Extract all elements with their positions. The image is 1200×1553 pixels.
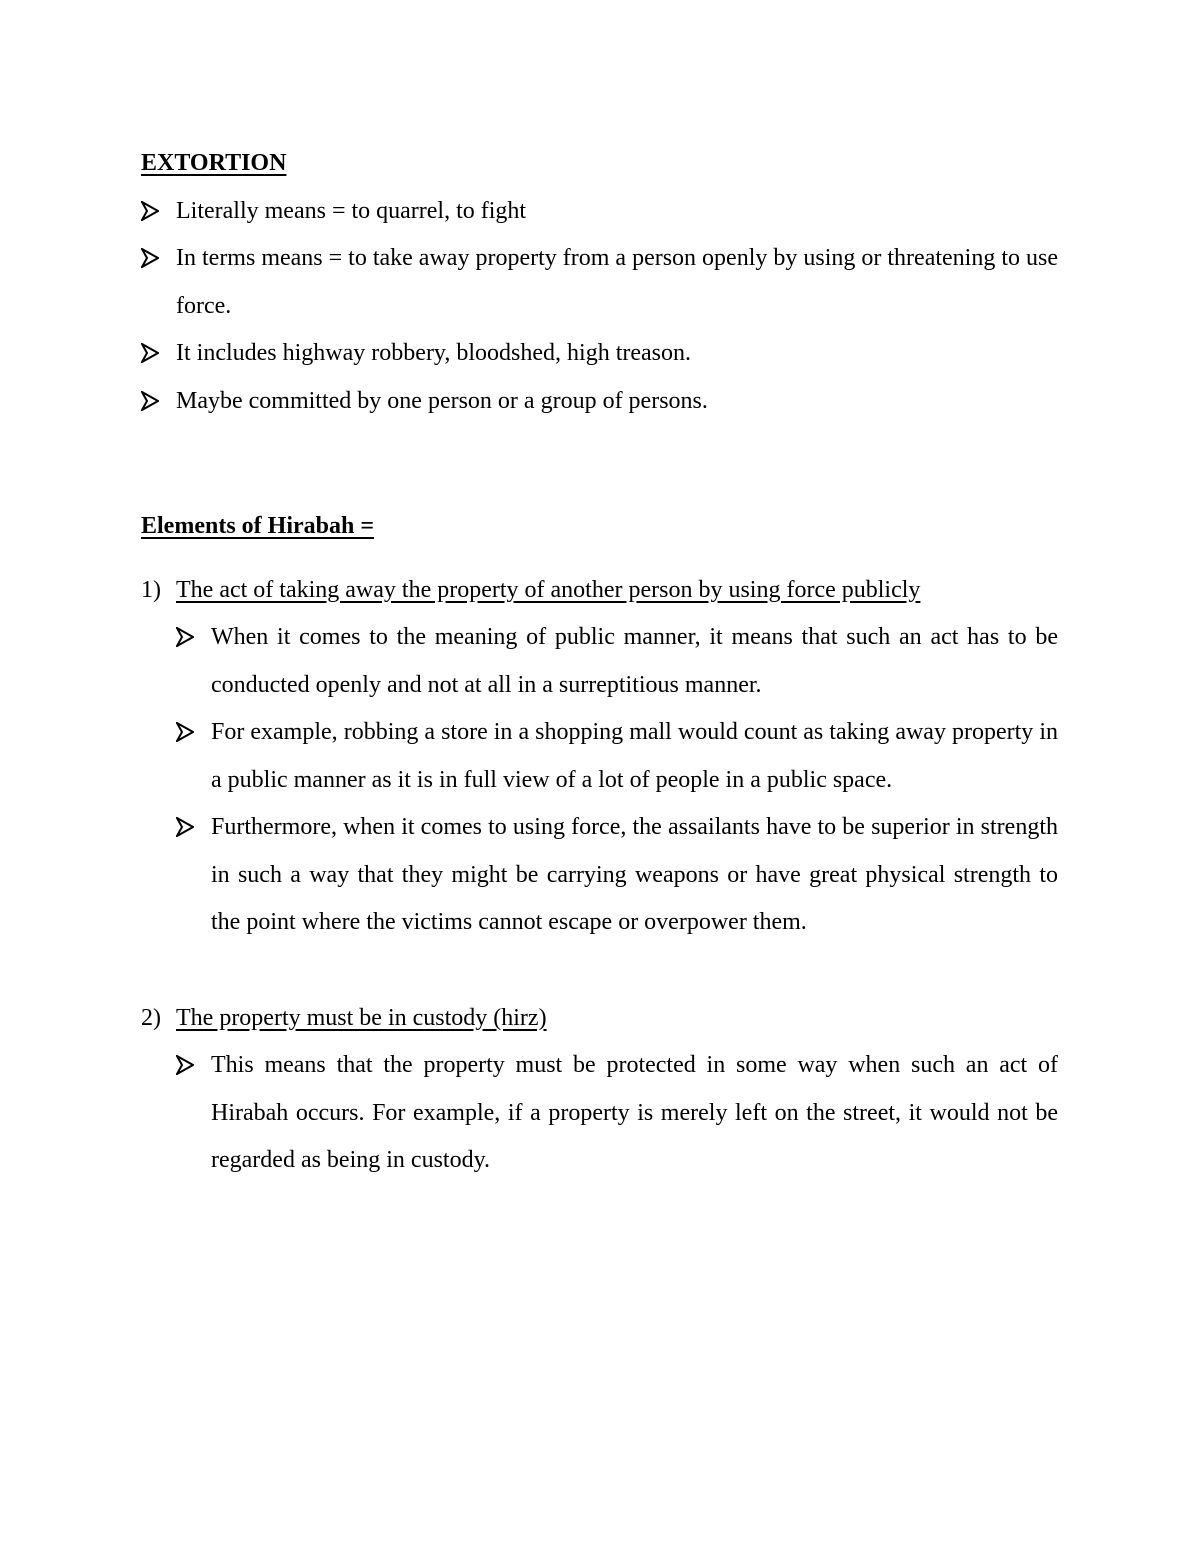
bullet-text: This means that the property must be protected in some way when such an act of Hirabah occurs. For example, if a property is merely left on the street, it would not be regarded as being in custody. [211, 1052, 1058, 1173]
bullet-text: Maybe committed by one person or a group of persons. [176, 387, 708, 414]
bullet-text: Literally means = to quarrel, to fight [176, 197, 527, 224]
extortion-bullet-list [141, 188, 1058, 426]
arrowhead-bullet-icon [141, 235, 163, 283]
bullet-text: For example, robbing a store in a shopping mall would count as taking away property in a public manner as it is in full view of a lot of people in a public space. [211, 719, 1058, 793]
section-heading-elements: Elements of Hirabah = [141, 513, 375, 539]
heading-spacer [141, 551, 1058, 567]
list-item [141, 235, 1058, 330]
arrowhead-bullet-icon [176, 1042, 198, 1090]
bullet-text: In terms means = to take away property from a person openly by using or threatening to use force. [176, 245, 1058, 319]
arrowhead-bullet-icon [141, 188, 163, 236]
list-item [141, 378, 1058, 426]
section-heading-extortion: EXTORTION [141, 150, 287, 176]
list-item [176, 804, 1058, 947]
numbered-item-1 [141, 567, 1058, 615]
item-number: 2) [141, 1004, 161, 1031]
item-title: The act of taking away the property of another person by using force publicly [176, 576, 921, 603]
element-2-bullet-list [141, 1042, 1058, 1185]
document-body [141, 140, 1058, 1185]
list-item [176, 1042, 1058, 1185]
arrowhead-bullet-icon [141, 330, 163, 378]
arrowhead-bullet-icon [176, 804, 198, 852]
arrowhead-bullet-icon [141, 378, 163, 426]
numbered-item-2 [141, 995, 1058, 1043]
list-item [176, 709, 1058, 804]
bullet-text: When it comes to the meaning of public manner, it means that such an act has to be conducted openly and not at all in a surreptitious manner. [211, 624, 1058, 698]
list-item [141, 330, 1058, 378]
item-title: The property must be in custody (hirz) [176, 1004, 547, 1031]
list-item [176, 614, 1058, 709]
element-1-bullet-list [141, 614, 1058, 947]
bullet-text: Furthermore, when it comes to using force, the assailants have to be superior in strength in such a way that they might be carrying weapons or have great physical strength to the point where the victims cannot escape or overpower them. [211, 814, 1058, 935]
item-number: 1) [141, 576, 161, 603]
arrowhead-bullet-icon [176, 709, 198, 757]
element-spacer [141, 947, 1058, 995]
section-spacer [141, 425, 1058, 503]
list-item [141, 188, 1058, 236]
arrowhead-bullet-icon [176, 614, 198, 662]
bullet-text: It includes highway robbery, bloodshed, high treason. [176, 340, 692, 366]
